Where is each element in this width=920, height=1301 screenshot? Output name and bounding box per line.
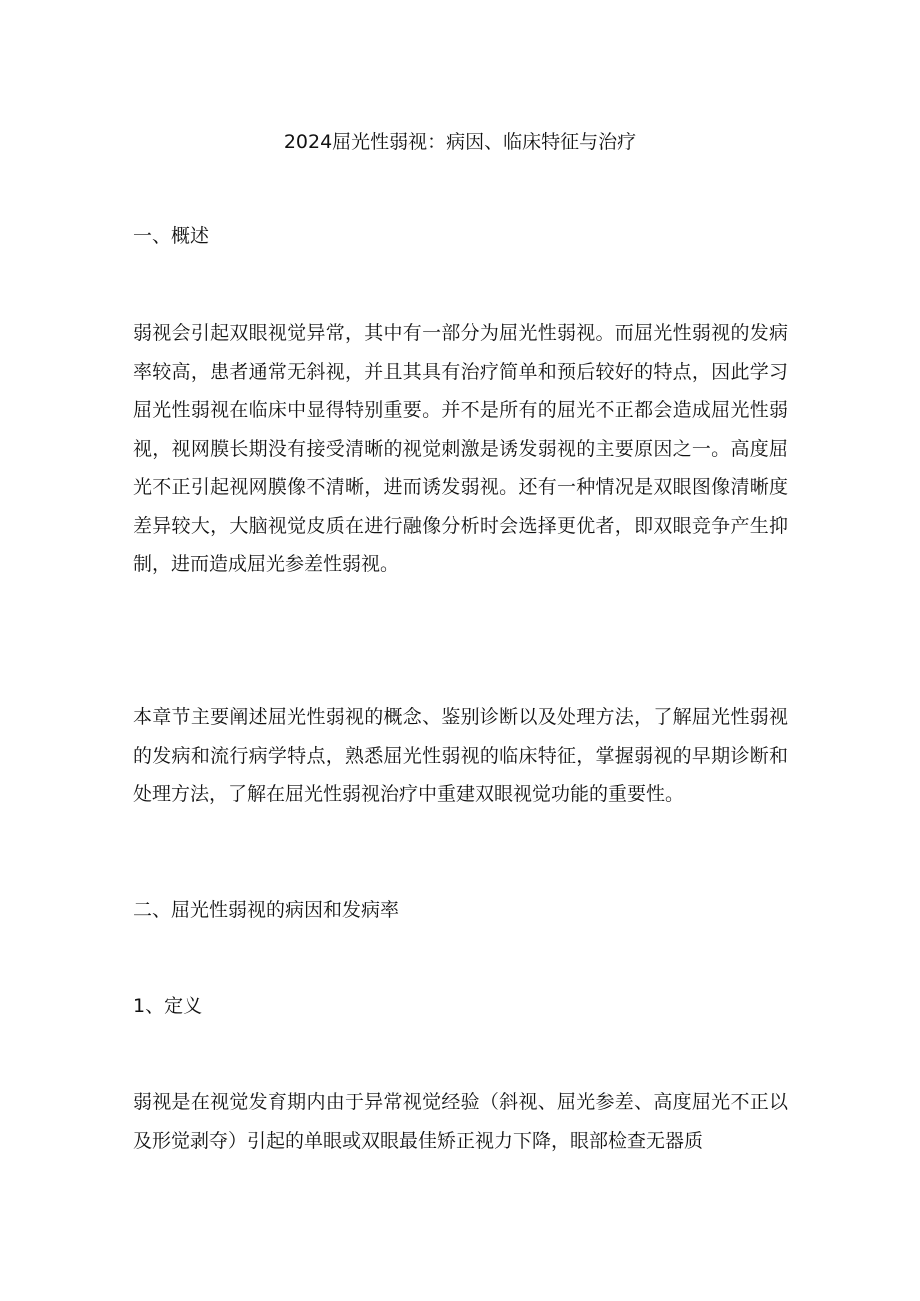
document-title: 2024屈光性弱视：病因、临床特征与治疗 bbox=[283, 131, 637, 153]
section-heading-overview: 一、概述 bbox=[133, 225, 210, 247]
section-heading-etiology: 二、屈光性弱视的病因和发病率 bbox=[133, 899, 400, 921]
subsection-heading-definition: 1、定义 bbox=[133, 995, 203, 1017]
paragraph-definition: 弱视是在视觉发育期内由于异常视觉经验（斜视、屈光参差、高度屈光不正以及形觉剥夺）引起的单眼或双眼最佳矫正视力下降，眼部检查无器质 bbox=[133, 1091, 788, 1152]
paragraph-overview-2: 本章节主要阐述屈光性弱视的概念、鉴别诊断以及处理方法，了解屈光性弱视的发病和流行病学特点，熟悉屈光性弱视的临床特征，掌握弱视的早期诊断和处理方法，了解在屈光性弱视治疗中重建双眼视觉功能的重要性。 bbox=[133, 706, 788, 805]
paragraph-overview-1: 弱视会引起双眼视觉异常，其中有一部分为屈光性弱视。而屈光性弱视的发病率较高，患者通常无斜视，并且其具有治疗简单和预后较好的特点，因此学习屈光性弱视在临床中显得特别重要。并不是所有的屈光不正都会造成屈光性弱视，视网膜长期没有接受清晰的视觉刺激是诱发弱视的主要原因之一。高度屈光不正引起视网膜像不清晰，进而诱发弱视。还有一种情况是双眼图像清晰度差异较大，大脑视觉皮质在进行融像分析时会选择更优者，即双眼竞争产生抑制，进而造成屈光参差性弱视。 bbox=[133, 322, 788, 575]
